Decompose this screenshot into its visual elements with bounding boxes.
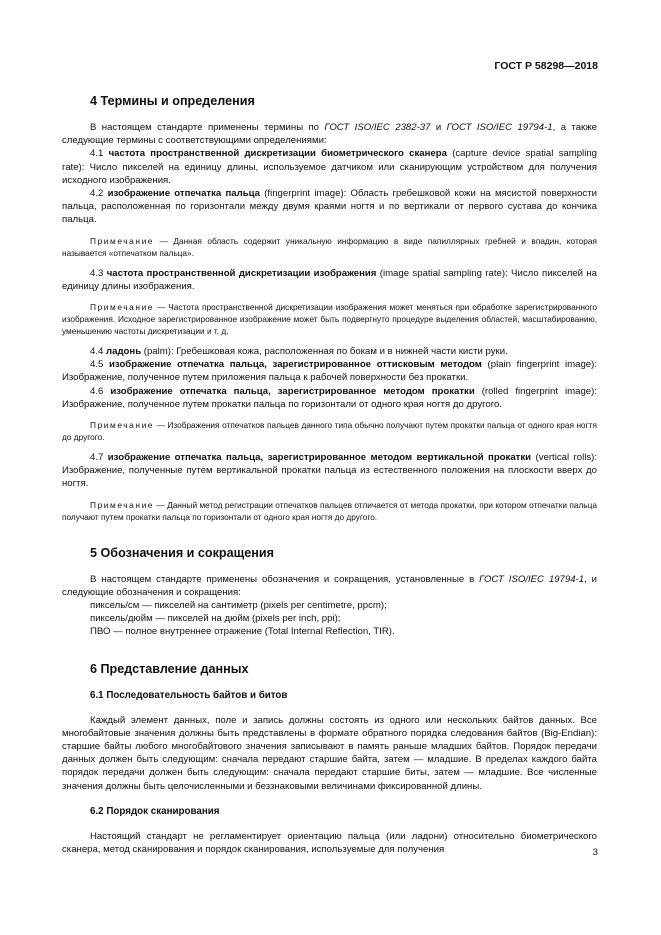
section-5-title: 5 Обозначения и сокращения [90, 545, 274, 560]
term-4-3: 4.3 частота пространственной дискретизации изображения (image spatial sampling rate): Число пикселей на единицу длины изображения. [62, 267, 597, 292]
subsection-6-1-text: Каждый элемент данных, поле и запись должны состоять из одного или нескольких байтов данных. Все многобайтовые значения должны быть представлены в формате обратного порядка следования байтов (Big-Endian): старшие байты любого многобайтового значения записывают в память раньше младших байтов. Порядок передачи данных должен быть следующим: сначала передают старшие байта, затем — младшие. В пределах каждого байта порядок передачи должен быть следующим: сначала передают старшие биты, затем — младшие. Все численные значения должны быть целочисленными и беззнаковыми величинами фиксированной длины. [62, 714, 597, 792]
section-5-intro: В настоящем стандарте применены обозначения и сокращения, установленные в ГОСТ ISO/IEC 19794-1, и следующие обозначения и сокращения: [62, 573, 597, 598]
ref-gost-19794-1: ГОСТ ISO/IEC 19794-1 [479, 573, 585, 585]
note-4-7: Примечание — Данный метод регистрации отпечатков пальцев отличается от метода прокатки, при котором отпечатки пальца получают путем прокатки пальца по горизонтали от одного края ногтя до другого. [62, 499, 597, 522]
term-4-2: 4.2 изображение отпечатка пальца (fingerprint image): Область гребешковой кожи на мясистой поверхности пальца, расположенная по горизонтали между двумя краями ногтя и по вертикали от первого сустава до кончика пальца. [62, 188, 597, 226]
subsection-6-1-title: 6.1 Последовательность байтов и битов [90, 689, 288, 701]
note-4-6: Примечание — Изображения отпечатков пальцев данного типа обычно получают путем прокатки пальца от одного края ногтя до другого. [62, 420, 597, 443]
standard-number: ГОСТ Р 58298—2018 [494, 60, 598, 72]
section-4-title: 4 Термины и определения [90, 94, 255, 108]
page-number: 3 [592, 847, 598, 858]
page-content [62, 93, 597, 856]
abbreviation-list [62, 599, 597, 639]
term-4-1: 4.1 частота пространственной дискретизации биометрического сканера (capture device spatial sampling rate): Число пикселей на единицу длины, используемое датчиком или сканирующим устройством для получения исходного изображения. [62, 148, 597, 186]
note-4-3: Примечание — Частота пространственной дискретизации изображения может меняться при обработке зарегистрированного изображения. Исходное зарегистрированное изображение может быть подвергнуто процедуре выделения областей, масштабированию, уменьшению частоты дискретизации и т. д. [62, 302, 597, 337]
note-4-2: Примечание — Данная область содержит уникальную информацию в виде папиллярных гребней и впадин, которая называется «отпечатком пальца». [62, 235, 597, 258]
term-4-6: 4.6 изображение отпечатка пальца, зарегистрированное методом прокатки (rolled fingerprint image): Изображение, полученное путем прокатки пальца по горизонтали от одного края ногтя до другого. [62, 385, 597, 410]
list-item: ПВО — полное внутреннее отражение (Total Internal Reflection, TIR). [90, 626, 395, 638]
ref-gost-2382-37: ГОСТ ISO/IEC 2382-37 [324, 122, 431, 133]
term-4-7: 4.7 изображение отпечатка пальца, зарегистрированное методом вертикальной прокатки (vertical rolls): Изображение, полученные путем вертикальной прокатки пальца из естественного положения на плоскости вверх до ногтя. [62, 452, 597, 490]
term-4-5: 4.5 изображение отпечатка пальца, зарегистрированное оттисковым методом (plain fingerprint image): Изображение, полученное путем приложения пальца к рабочей поверхности без прокатки. [62, 359, 597, 384]
section-6-title: 6 Представление данных [90, 661, 249, 676]
list-item: пиксель/дюйм — пикселей на дюйм (pixels per inch, ppi); [90, 613, 341, 625]
subsection-6-2-title: 6.2 Порядок сканирования [90, 805, 220, 817]
term-4-4: 4.4 ладонь (palm): Гребешковая кожа, расположенная по бокам и в нижней части кисти руки. [90, 346, 508, 358]
list-item: пиксель/см — пикселей на сантиметр (pixels per centimetre, ppcm); [90, 600, 387, 612]
section-4-intro: В настоящем стандарте применены термины по ГОСТ ISO/IEC 2382-37 и ГОСТ ISO/IEC 19794-1, а также следующие термины с соответствующими определениями: [62, 122, 598, 147]
subsection-6-2-text: Настоящий стандарт не регламентирует ориентацию пальца (или ладони) относительно биометрического сканера, метод сканирования и порядок сканирования, используемые для получения [62, 830, 597, 856]
ref-gost-19794-1: ГОСТ ISO/IEC 19794-1 [446, 122, 553, 133]
